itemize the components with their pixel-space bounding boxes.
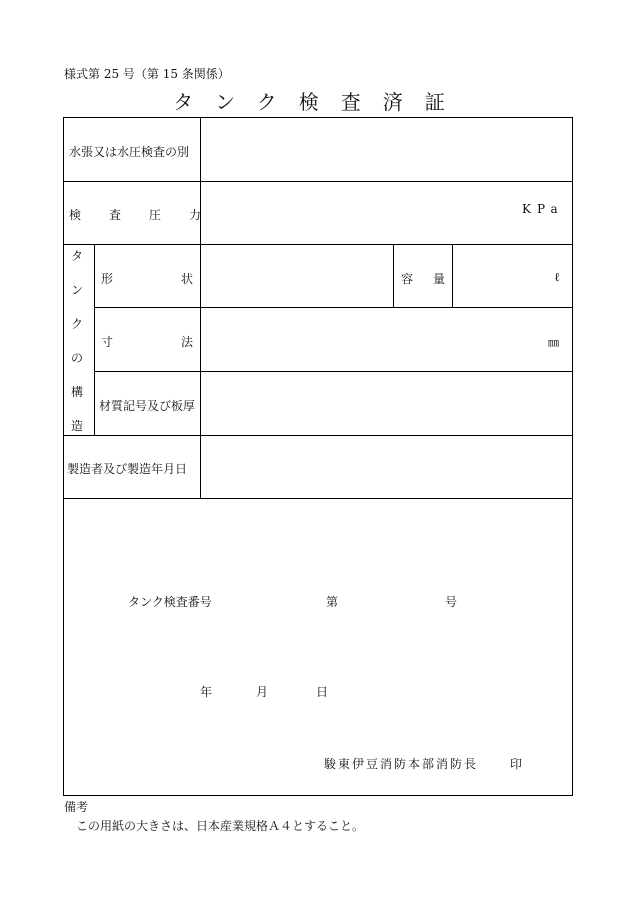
structure-char: の [70,351,83,365]
number-suffix: 号 [445,595,458,609]
notes-body: この用紙の大きさは、日本産業規格Ａ４とすること。 [76,819,365,833]
row-divider [63,181,573,182]
structure-char: ン [70,283,83,297]
row-divider [94,371,573,372]
structure-char: 造 [70,419,83,433]
label-dimensions: 寸法 [101,335,262,349]
row-divider [94,307,573,308]
table-border-bottom [63,795,573,796]
label-pressure-text: 検査圧力 [69,208,230,222]
date-day: 日 [316,685,329,699]
label-material: 材質記号及び板厚 [99,399,196,413]
inspection-number-label: タンク検査番号 [128,595,212,609]
row-divider [63,244,573,245]
label-pressure [69,206,230,223]
capacity-unit: ℓ [554,270,560,284]
structure-char: ク [70,317,83,331]
column-divider [94,244,95,435]
label-manufacturer: 製造者及び製造年月日 [67,462,188,476]
column-divider [200,117,201,499]
row-divider [63,498,573,499]
table-border-right [572,117,573,796]
structure-char: 構 [70,385,83,399]
row-divider [63,435,573,436]
seal-mark: 印 [510,757,523,771]
issuer-name: 駿東伊豆消防本部消防長 [324,757,479,771]
label-capacity: 容量 [401,272,466,286]
page-title: タンク検査済証 [173,90,467,114]
column-divider [393,244,394,308]
notes-title: 備考 [64,800,89,814]
structure-vertical-label [67,250,87,454]
form-number: 様式第 25 号（第 15 条関係） [64,67,230,81]
table-border-left [63,117,64,796]
label-test-type: 水張又は水圧検査の別 [69,145,190,159]
date-month: 月 [256,685,269,699]
structure-char: タ [70,249,83,263]
table-border-top [63,117,573,118]
number-prefix: 第 [326,595,339,609]
dimensions-unit: ㎜ [548,336,559,349]
date-year: 年 [200,685,213,699]
pressure-unit: KPa [522,202,564,216]
label-shape: 形状 [101,272,262,286]
